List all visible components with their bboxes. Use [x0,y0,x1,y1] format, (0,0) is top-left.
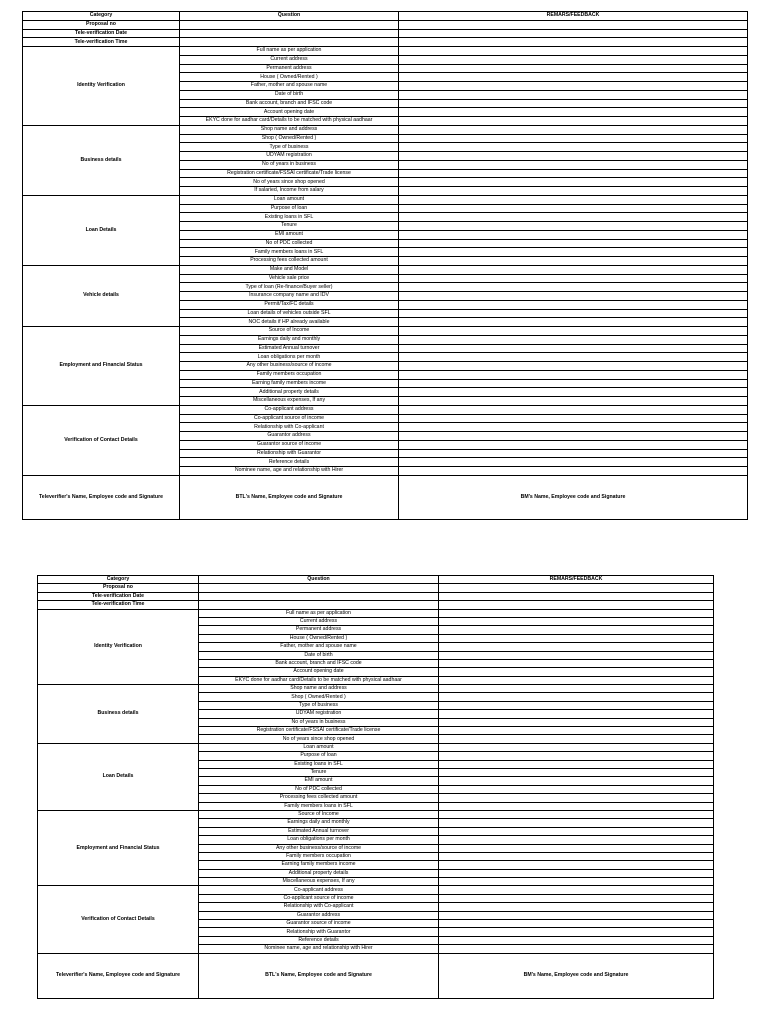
question-label: No of PDC collected [199,785,439,793]
question-label: Shop ( Owned/Rented ) [199,693,439,701]
remarks-field[interactable] [439,710,714,718]
remarks-field[interactable] [399,300,748,309]
question-label: Date of birth [180,90,399,99]
remarks-field[interactable] [439,768,714,776]
category-header: Category [23,12,180,21]
remarks-field[interactable] [439,810,714,818]
remarks-field[interactable] [439,651,714,659]
remarks-field[interactable] [439,727,714,735]
remarks-field[interactable] [399,73,748,82]
info-label: Tele-verification Date [23,29,180,38]
question-label: Shop ( Owned/Rented ) [180,134,399,143]
remarks-field[interactable] [399,344,748,353]
question-label: Registration certificate/FSSAI certificate/Trade license [180,169,399,178]
category-label: Loan Details [38,743,199,810]
question-label: Registration certificate/FSSAI certificate/Trade license [199,727,439,735]
question-row [23,405,748,414]
info-row [23,20,748,29]
remarks-field[interactable] [439,659,714,667]
sheet1-body [23,12,748,520]
question-label: Additional property details [180,388,399,397]
question-row [23,125,748,134]
remarks-field[interactable] [399,405,748,414]
remarks-field[interactable] [439,878,714,886]
info-label: Tele-verification Time [38,601,199,609]
category-label: Business details [23,125,180,195]
question-label: Make and Model [180,265,399,274]
remarks-field[interactable] [439,609,714,617]
question-label: Loan amount [180,195,399,204]
remarks-field[interactable] [439,752,714,760]
question-label: If salaried, Income from salary [180,187,399,196]
question-label: Tenure [180,222,399,231]
remarks-field[interactable] [439,634,714,642]
remarks-field[interactable] [439,676,714,684]
remarks-field[interactable] [399,257,748,266]
remarks-field[interactable] [399,222,748,231]
question-label: Permanent address [180,64,399,73]
remarks-field[interactable] [439,894,714,902]
question-label: Bank account, branch and IFSC code [199,659,439,667]
question-label: Permit/Tax/FC details [180,300,399,309]
question-label: Guarantor address [199,911,439,919]
question-label: Loan obligations per month [199,836,439,844]
question-label: No of PDC collected [180,239,399,248]
question-label: Guarantor address [180,432,399,441]
remarks-field[interactable] [399,467,748,476]
verification-sheet-1 [22,11,748,520]
remarks-field[interactable] [439,701,714,709]
question-label: Account opening date [180,108,399,117]
question-label: Relationship with Guarantor [199,928,439,936]
question-label: Any other business/source of income [199,844,439,852]
question-label: Co-applicant source of income [180,414,399,423]
question-label: Father, mother and spouse name [180,82,399,91]
info-value-field[interactable] [199,601,439,609]
btl-signature-field[interactable]: BTL's Name, Employee code and Signature [199,953,439,998]
remarks-field[interactable] [439,844,714,852]
question-row [23,47,748,56]
question-label: Nominee name, age and relationship with Hirer [199,945,439,953]
question-label: Father, mother and spouse name [199,643,439,651]
remarks-field[interactable] [399,143,748,152]
remarks-field[interactable] [439,626,714,634]
info-remarks-field[interactable] [399,29,748,38]
category-label: Business details [38,685,199,744]
question-label: Source of Income [199,810,439,818]
question-row [23,327,748,336]
question-label: Type of business [180,143,399,152]
remarks-field[interactable] [399,160,748,169]
category-label: Loan Details [23,195,180,265]
question-label: No of years since shop opened [199,735,439,743]
verification-sheet-2 [37,575,714,999]
remarks-field[interactable] [399,388,748,397]
btl-signature-field[interactable]: BTL's Name, Employee code and Signature [180,475,399,519]
question-label: Loan details of vehicles outside SFL [180,309,399,318]
question-label: Existing loans in SFL [180,213,399,222]
question-label: Earning family members income [180,379,399,388]
question-label: Family members occupation [199,852,439,860]
remarks-field[interactable] [439,819,714,827]
question-label: No of years in business [180,160,399,169]
question-label: Estimated Annual turnover [180,344,399,353]
remarks-field[interactable] [399,239,748,248]
remarks-field[interactable] [439,743,714,751]
sheet2-body [38,576,714,999]
remarks-field[interactable] [399,117,748,126]
remarks-field[interactable] [399,204,748,213]
question-label: Co-applicant source of income [199,894,439,902]
question-label: Shop name and address [199,685,439,693]
info-remarks-field[interactable] [439,601,714,609]
remarks-field[interactable] [399,195,748,204]
remarks-field[interactable] [399,274,748,283]
question-label: Miscellaneous expenses, If any [199,878,439,886]
remarks-field[interactable] [399,47,748,56]
question-label: Earning family members income [199,861,439,869]
question-label: Permanent address [199,626,439,634]
question-label: No of years since shop opened [180,178,399,187]
remarks-field[interactable] [399,108,748,117]
bm-signature-field[interactable]: BM's Name, Employee code and Signature [399,475,748,519]
question-label: Co-applicant address [199,886,439,894]
question-label: No of years in business [199,718,439,726]
category-label: Employment and Financial Status [38,810,199,886]
info-label: Proposal no [23,20,180,29]
remarks-field[interactable] [439,920,714,928]
remarks-field[interactable] [399,292,748,301]
remarks-field[interactable] [439,861,714,869]
question-label: Account opening date [199,668,439,676]
remarks-field[interactable] [439,617,714,625]
header-row [38,576,714,584]
bm-signature-field[interactable]: BM's Name, Employee code and Signature [439,953,714,998]
question-label: House ( Owned/Rented ) [180,73,399,82]
category-label: Verification of Contact Details [38,886,199,953]
remarks-field[interactable] [439,936,714,944]
remarks-field[interactable] [399,335,748,344]
question-label: EKYC done for aadhar card/Details to be matched with physical aadhaar [180,117,399,126]
question-label: Purpose of loan [199,752,439,760]
remarks-field[interactable] [439,928,714,936]
question-label: Any other business/source of income [180,362,399,371]
info-value-field[interactable] [180,38,399,47]
remarks-field[interactable] [439,836,714,844]
televerifier-signature-field[interactable]: Televerifier's Name, Employee code and Signature [23,475,180,519]
remarks-field[interactable] [399,55,748,64]
question-label: Loan obligations per month [180,353,399,362]
question-label: Insurance company name and IDV [180,292,399,301]
category-header: Category [38,576,199,584]
question-label: Processing fees collected amount [180,257,399,266]
question-label: Family members loans in SFL [180,248,399,257]
televerifier-signature-field[interactable]: Televerifier's Name, Employee code and Signature [38,953,199,998]
remarks-field[interactable] [399,370,748,379]
info-remarks-field[interactable] [439,584,714,592]
remarks-field[interactable] [399,449,748,458]
info-row [23,38,748,47]
remarks-field[interactable] [439,777,714,785]
question-row [23,195,748,204]
info-label: Proposal no [38,584,199,592]
category-label: Employment and Financial Status [23,327,180,406]
question-label: Current address [180,55,399,64]
remarks-header: REMARS/FEEDBACK [439,576,714,584]
header-row [23,12,748,21]
remarks-field[interactable] [399,327,748,336]
question-label: Nominee name, age and relationship with Hirer [180,467,399,476]
remarks-field[interactable] [439,668,714,676]
question-label: Tenure [199,768,439,776]
remarks-field[interactable] [399,397,748,406]
question-label: Current address [199,617,439,625]
info-remarks-field[interactable] [399,38,748,47]
category-label: Vehicle details [23,265,180,326]
question-label: Relationship with Co-applicant [199,903,439,911]
remarks-field[interactable] [399,152,748,161]
remarks-field[interactable] [399,213,748,222]
remarks-field[interactable] [399,178,748,187]
question-row [38,810,714,818]
question-label: Relationship with Co-applicant [180,423,399,432]
remarks-field[interactable] [399,187,748,196]
question-label: Date of birth [199,651,439,659]
question-label: Co-applicant address [180,405,399,414]
question-label: EMI amount [180,230,399,239]
question-row [38,685,714,693]
question-label: UDYAM registration [199,710,439,718]
info-row [38,592,714,600]
remarks-field[interactable] [439,794,714,802]
question-header: Question [180,12,399,21]
info-value-field[interactable] [199,584,439,592]
info-value-field[interactable] [180,29,399,38]
remarks-field[interactable] [439,945,714,953]
remarks-field[interactable] [439,886,714,894]
info-value-field[interactable] [199,592,439,600]
category-label: Identity Verification [23,47,180,126]
info-value-field[interactable] [180,20,399,29]
remarks-field[interactable] [439,785,714,793]
remarks-field[interactable] [399,90,748,99]
question-label: Reference details [180,458,399,467]
question-label: Family members occupation [180,370,399,379]
question-label: EMI amount [199,777,439,785]
remarks-field[interactable] [399,379,748,388]
question-label: Guarantor source of income [180,440,399,449]
question-label: Processing fees collected amount [199,794,439,802]
question-label: Relationship with Guarantor [180,449,399,458]
question-header: Question [199,576,439,584]
info-label: Tele-verification Date [38,592,199,600]
question-label: Guarantor source of income [199,920,439,928]
remarks-field[interactable] [399,414,748,423]
remarks-field[interactable] [439,760,714,768]
info-row [38,584,714,592]
question-label: Family members loans in SFL [199,802,439,810]
remarks-field[interactable] [399,134,748,143]
remarks-field[interactable] [399,283,748,292]
remarks-field[interactable] [399,265,748,274]
remarks-field[interactable] [439,903,714,911]
question-label: Purpose of loan [180,204,399,213]
category-label: Identity Verification [38,609,199,685]
remarks-field[interactable] [399,440,748,449]
remarks-field[interactable] [399,309,748,318]
info-remarks-field[interactable] [399,20,748,29]
info-row [23,29,748,38]
question-label: Earnings daily and monthly [180,335,399,344]
question-label: Earnings daily and monthly [199,819,439,827]
question-label: Full name as per application [180,47,399,56]
question-label: Existing loans in SFL [199,760,439,768]
question-row [38,743,714,751]
remarks-field[interactable] [399,230,748,239]
question-label: Type of business [199,701,439,709]
remarks-field[interactable] [439,802,714,810]
question-label: NOC details if HP already available [180,318,399,327]
remarks-field[interactable] [439,718,714,726]
question-label: Type of loan (Re-finance/Buyer seller) [180,283,399,292]
remarks-field[interactable] [439,693,714,701]
remarks-field[interactable] [399,353,748,362]
remarks-field[interactable] [399,423,748,432]
question-label: Shop name and address [180,125,399,134]
remarks-field[interactable] [439,685,714,693]
category-label: Verification of Contact Details [23,405,180,475]
remarks-field[interactable] [399,64,748,73]
remarks-field[interactable] [439,643,714,651]
question-label: Source of Income [180,327,399,336]
question-label: Vehicle sale price [180,274,399,283]
remarks-field[interactable] [439,735,714,743]
remarks-field[interactable] [399,318,748,327]
remarks-field[interactable] [399,125,748,134]
question-label: Estimated Annual turnover [199,827,439,835]
remarks-field[interactable] [439,852,714,860]
remarks-header: REMARS/FEEDBACK [399,12,748,21]
question-label: Additional property details [199,869,439,877]
question-label: Loan amount [199,743,439,751]
question-label: Reference details [199,936,439,944]
question-row [38,886,714,894]
question-label: EKYC done for aadhar card/Details to be matched with physical aadhaar [199,676,439,684]
question-label: Full name as per application [199,609,439,617]
remarks-field[interactable] [399,458,748,467]
question-label: House ( Owned/Rented ) [199,634,439,642]
question-label: Bank account, branch and IFSC code [180,99,399,108]
remarks-field[interactable] [399,82,748,91]
remarks-field[interactable] [399,432,748,441]
remarks-field[interactable] [439,827,714,835]
question-label: Miscellaneous expenses, If any [180,397,399,406]
info-label: Tele-verification Time [23,38,180,47]
remarks-field[interactable] [399,248,748,257]
question-row [38,609,714,617]
info-remarks-field[interactable] [439,592,714,600]
remarks-field[interactable] [439,911,714,919]
remarks-field[interactable] [399,169,748,178]
remarks-field[interactable] [439,869,714,877]
question-row [23,265,748,274]
remarks-field[interactable] [399,362,748,371]
info-row [38,601,714,609]
signature-row [23,475,748,519]
signature-row [38,953,714,998]
remarks-field[interactable] [399,99,748,108]
question-label: UDYAM registration [180,152,399,161]
